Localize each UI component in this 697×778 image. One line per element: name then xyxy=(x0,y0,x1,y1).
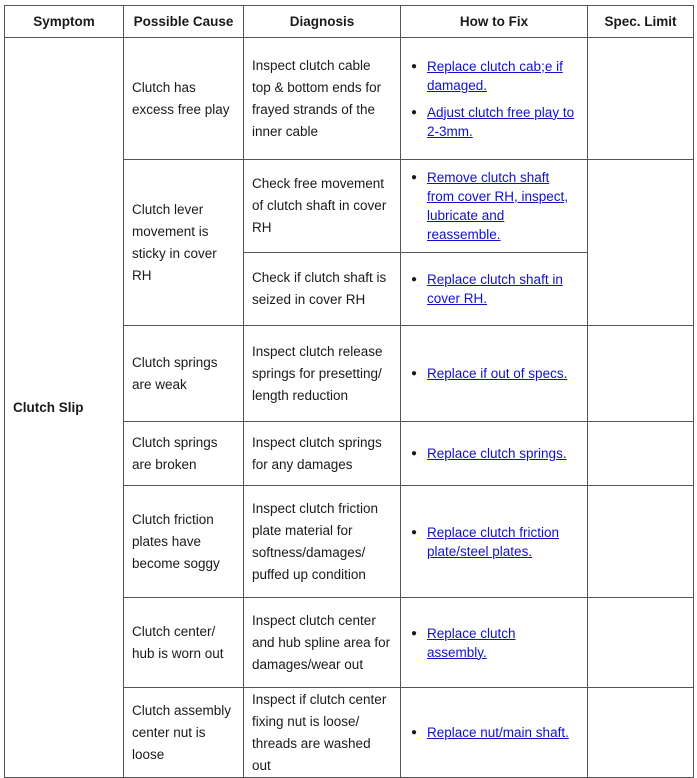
spec-limit-cell xyxy=(588,326,694,422)
spec-limit-cell xyxy=(588,598,694,688)
table-row xyxy=(5,38,694,160)
diagnosis-cell: Check if clutch shaft is seized in cover RH xyxy=(244,253,401,326)
fix-link[interactable]: ● Replace clutch cab;e if damaged. xyxy=(427,57,579,95)
header-symptom: Symptom xyxy=(5,6,124,38)
fix-link[interactable]: ● Replace if out of specs. xyxy=(427,364,579,383)
fix-cell xyxy=(401,160,588,253)
header-row xyxy=(5,6,694,38)
cause-cell: Clutch center/ hub is worn out xyxy=(124,598,244,688)
fix-cell xyxy=(401,38,588,160)
diagnosis-cell: Inspect clutch springs for any damages xyxy=(244,422,401,486)
diagnosis-cell: Inspect clutch center and hub spline area for damages/wear out xyxy=(244,598,401,688)
diagnosis-cell: Inspect clutch release springs for presetting/ length reduction xyxy=(244,326,401,422)
fix-link[interactable]: ● Replace nut/main shaft. xyxy=(427,723,579,742)
spec-limit-cell xyxy=(588,38,694,160)
cause-cell: Clutch assembly center nut is loose xyxy=(124,688,244,778)
diagnosis-cell: Check free movement of clutch shaft in cover RH xyxy=(244,160,401,253)
fix-cell xyxy=(401,422,588,486)
cause-cell: Clutch lever movement is sticky in cover RH xyxy=(124,160,244,326)
spec-limit-cell xyxy=(588,160,694,326)
spec-limit-cell xyxy=(588,486,694,598)
fix-link[interactable]: ● Replace clutch shaft in cover RH. xyxy=(427,270,579,308)
spec-limit-cell xyxy=(588,422,694,486)
diagnosis-cell: Inspect if clutch center fixing nut is loose/ threads are washed out xyxy=(244,688,401,778)
fix-cell xyxy=(401,598,588,688)
fix-link[interactable]: ● Replace clutch friction plate/steel plates. xyxy=(427,523,579,561)
fix-cell xyxy=(401,688,588,778)
fix-link[interactable]: ● Remove clutch shaft from cover RH, inspect, lubricate and reassemble. xyxy=(427,168,579,244)
cause-cell: Clutch springs are broken xyxy=(124,422,244,486)
header-possible-cause: Possible Cause xyxy=(124,6,244,38)
fix-link[interactable]: ● Replace clutch assembly. xyxy=(427,624,579,662)
diagnosis-cell: Inspect clutch friction plate material for softness/damages/ puffed up condition xyxy=(244,486,401,598)
header-spec-limit: Spec. Limit xyxy=(588,6,694,38)
fix-cell xyxy=(401,326,588,422)
troubleshooting-table xyxy=(4,5,694,778)
header-how-to-fix: How to Fix xyxy=(401,6,588,38)
cause-cell: Clutch springs are weak xyxy=(124,326,244,422)
symptom-cell: Clutch Slip xyxy=(5,38,124,778)
diagnosis-cell: Inspect clutch cable top & bottom ends for frayed strands of the inner cable xyxy=(244,38,401,160)
cause-cell: Clutch has excess free play xyxy=(124,38,244,160)
fix-link[interactable]: ● Adjust clutch free play to 2-3mm. xyxy=(427,103,579,141)
header-diagnosis: Diagnosis xyxy=(244,6,401,38)
cause-cell: Clutch friction plates have become soggy xyxy=(124,486,244,598)
fix-cell xyxy=(401,486,588,598)
fix-cell xyxy=(401,253,588,326)
spec-limit-cell xyxy=(588,688,694,778)
fix-link[interactable]: ● Replace clutch springs. xyxy=(427,444,579,463)
